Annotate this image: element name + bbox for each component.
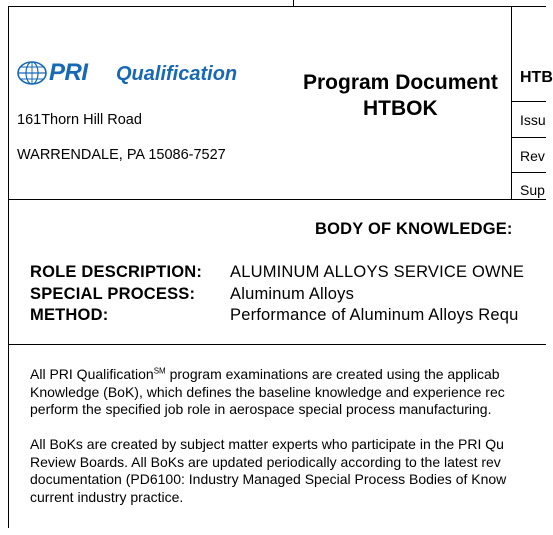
paragraph-1-line-1-rest: program examinations are created using the applicab [165, 366, 500, 382]
document-code: HTBOK [363, 97, 438, 120]
side-row-rule-1 [511, 101, 546, 102]
address-line-1: 161Thorn Hill Road [17, 112, 142, 128]
logo-pri-text: PRI [49, 59, 88, 86]
document-title: Program Document [303, 71, 498, 94]
header-bottom-rule [8, 199, 546, 200]
role-description-label: ROLE DESCRIPTION: [30, 263, 203, 281]
top-rule [8, 6, 546, 7]
header-divider [511, 6, 512, 199]
side-row-revision: Rev [520, 148, 545, 164]
side-title: HTB [520, 69, 553, 86]
paragraph-1-line-1 [30, 366, 500, 383]
paragraph-1-line-2: Knowledge (BoK), which defines the baseline knowledge and experience rec [30, 384, 505, 400]
side-row-rule-3 [511, 172, 546, 173]
paragraph-2-line-4: current industry practice. [30, 489, 184, 505]
left-border [8, 6, 9, 528]
logo-qualification-text: Qualification [116, 63, 238, 85]
service-mark-sup: SM [153, 366, 166, 376]
paragraph-2-line-2: Review Boards. All BoKs are updated periodically according to the latest rev [30, 454, 501, 470]
globe-icon [16, 59, 52, 87]
side-row-rule-2 [511, 137, 546, 138]
role-description-value: ALUMINUM ALLOYS SERVICE OWNE [230, 263, 525, 281]
top-tick [293, 0, 294, 7]
paragraph-2-line-1: All BoKs are created by subject matter experts who participate in the PRI Qu [30, 436, 504, 452]
method-label: METHOD: [30, 306, 109, 324]
side-row-issue: Issu [520, 112, 546, 128]
section-bottom-rule [8, 344, 546, 345]
method-value: Performance of Aluminum Alloys Requ [230, 306, 519, 324]
section-heading: BODY OF KNOWLEDGE: [315, 220, 513, 238]
paragraph-1-line-3: perform the specified job role in aerospace special process manufacturing. [30, 401, 492, 417]
paragraph-1-prefix: All PRI Qualification [30, 366, 154, 382]
special-process-value: Aluminum Alloys [230, 285, 355, 303]
side-row-supersedes: Sup [520, 182, 545, 198]
special-process-label: SPECIAL PROCESS: [30, 285, 196, 303]
paragraph-2-line-3: documentation (PD6100: Industry Managed Special Process Bodies of Know [30, 471, 507, 487]
address-line-2: WARRENDALE, PA 15086-7527 [17, 147, 226, 163]
